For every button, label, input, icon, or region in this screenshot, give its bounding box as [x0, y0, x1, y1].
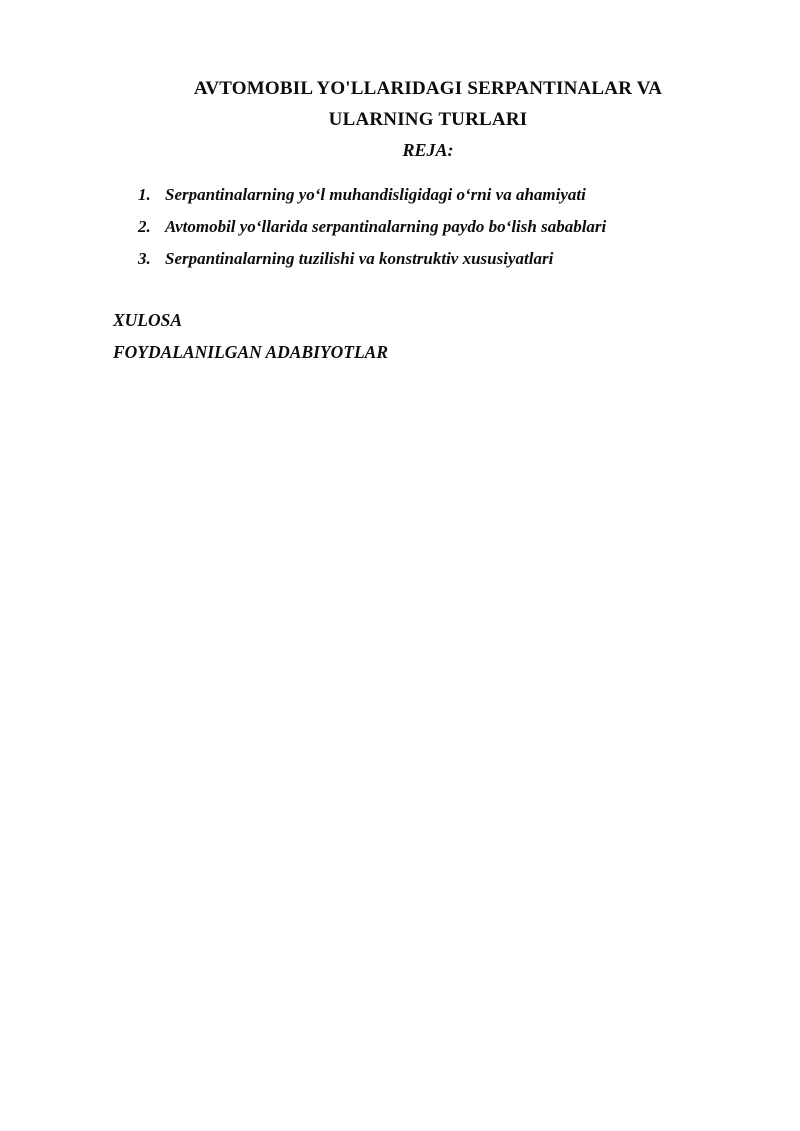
document-content: [0, 0, 800, 368]
plan-heading: REJA:: [402, 140, 454, 160]
plan-item-text: Serpantinalarning tuzilishi va konstruktiv xususiyatlari: [165, 249, 554, 268]
plan-list-item: [138, 179, 743, 211]
closing-section: [113, 304, 743, 368]
plan-list: [113, 179, 743, 275]
plan-item-number: 2.: [138, 217, 151, 236]
plan-list-item: [138, 243, 743, 275]
document-title-line-1: AVTOMOBIL YO'LLARIDAGI SERPANTINALAR VA: [193, 78, 663, 99]
document-title: [113, 73, 743, 135]
references-label: FOYDALANILGAN ADABIYOTLAR: [113, 342, 389, 362]
plan-list-item: [138, 211, 743, 243]
plan-item-number: 1.: [138, 185, 151, 204]
document-title-line-2: ULARNING TURLARI: [328, 109, 528, 130]
plan-item-text: Avtomobil yo‘llarida serpantinalarning paydo bo‘lish sabablari: [165, 217, 607, 236]
plan-item-text: Serpantinalarning yo‘l muhandisligidagi o‘rni va ahamiyati: [165, 185, 586, 204]
plan-item-number: 3.: [138, 249, 151, 268]
conclusion-label: XULOSA: [113, 310, 183, 330]
